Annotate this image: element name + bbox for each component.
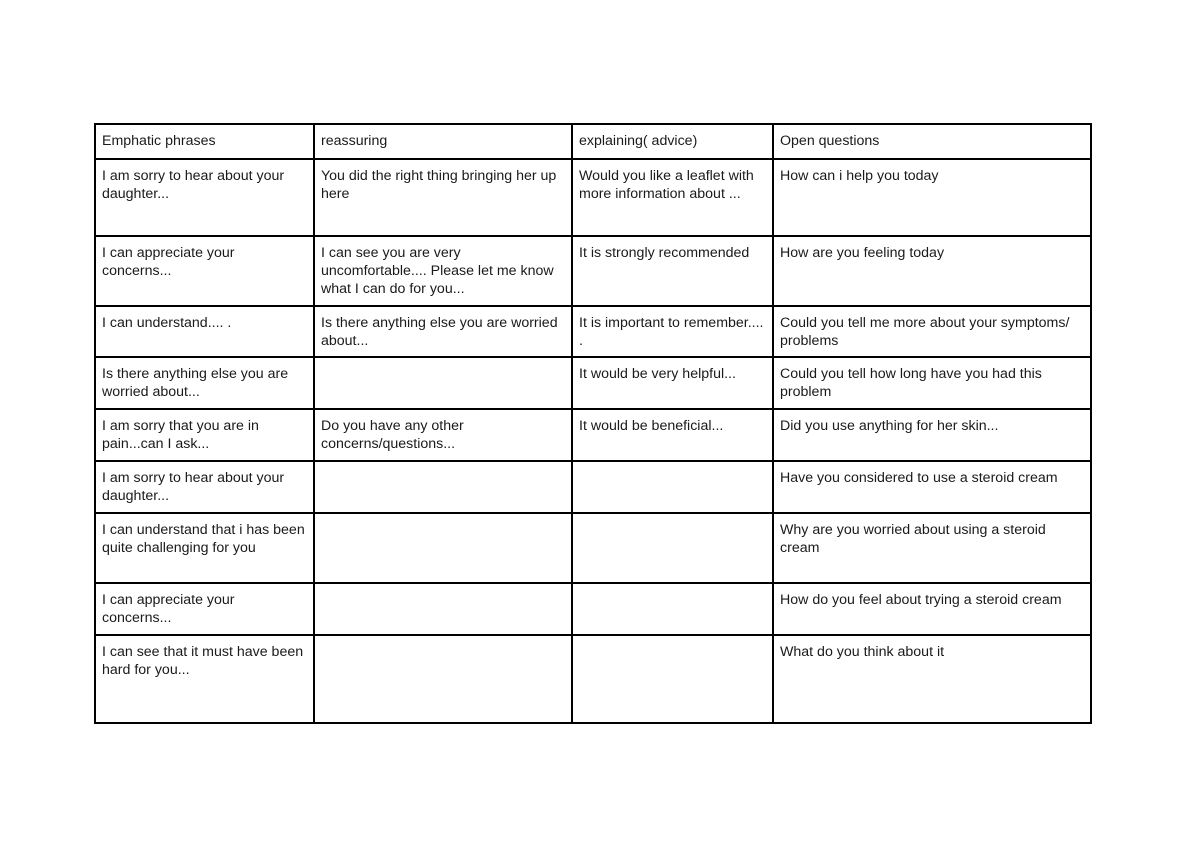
table-cell: I can appreciate your concerns... [95,236,314,306]
table-row [95,583,1091,635]
table-cell: Why are you worried about using a steroid cream [773,513,1091,583]
table-cell: I can understand.... . [95,306,314,357]
table-cell: How can i help you today [773,159,1091,236]
table-row [95,409,1091,461]
table-cell: Could you tell me more about your symptoms/ problems [773,306,1091,357]
header-cell: Open questions [773,124,1091,159]
table-row [95,306,1091,357]
table-cell [314,513,572,583]
table-cell [314,461,572,513]
table-cell: I am sorry that you are in pain...can I ask... [95,409,314,461]
table-cell: Could you tell how long have you had this problem [773,357,1091,409]
table-row [95,236,1091,306]
table-cell: Have you considered to use a steroid cream [773,461,1091,513]
header-cell: reassuring [314,124,572,159]
table-cell: I am sorry to hear about your daughter... [95,159,314,236]
table-cell: I can see that it must have been hard for you... [95,635,314,723]
table-cell: How are you feeling today [773,236,1091,306]
table-cell: What do you think about it [773,635,1091,723]
table-cell: I can understand that i has been quite challenging for you [95,513,314,583]
table-row [95,159,1091,236]
table-cell: I am sorry to hear about your daughter... [95,461,314,513]
header-cell: explaining( advice) [572,124,773,159]
table-cell: It would be very helpful... [572,357,773,409]
table-cell: You did the right thing bringing her up here [314,159,572,236]
table-cell [572,513,773,583]
table-cell: How do you feel about trying a steroid cream [773,583,1091,635]
table-cell: Is there anything else you are worried about... [95,357,314,409]
table-cell [314,583,572,635]
table-cell [572,583,773,635]
table-row [95,357,1091,409]
table-row [95,461,1091,513]
table-cell [314,635,572,723]
table-cell: It is important to remember.... . [572,306,773,357]
table-cell [572,461,773,513]
table-cell [572,635,773,723]
table-cell: Do you have any other concerns/questions... [314,409,572,461]
table-cell: Would you like a leaflet with more information about ... [572,159,773,236]
table-cell: It would be beneficial... [572,409,773,461]
table-cell: I can see you are very uncomfortable.... Please let me know what I can do for you... [314,236,572,306]
table-cell: I can appreciate your concerns... [95,583,314,635]
table-row [95,513,1091,583]
table-row [95,635,1091,723]
table-cell: Did you use anything for her skin... [773,409,1091,461]
table-cell [314,357,572,409]
table-cell: Is there anything else you are worried about... [314,306,572,357]
table-cell: It is strongly recommended [572,236,773,306]
phrases-table [94,123,1092,724]
header-cell: Emphatic phrases [95,124,314,159]
table-header-row [95,124,1091,159]
